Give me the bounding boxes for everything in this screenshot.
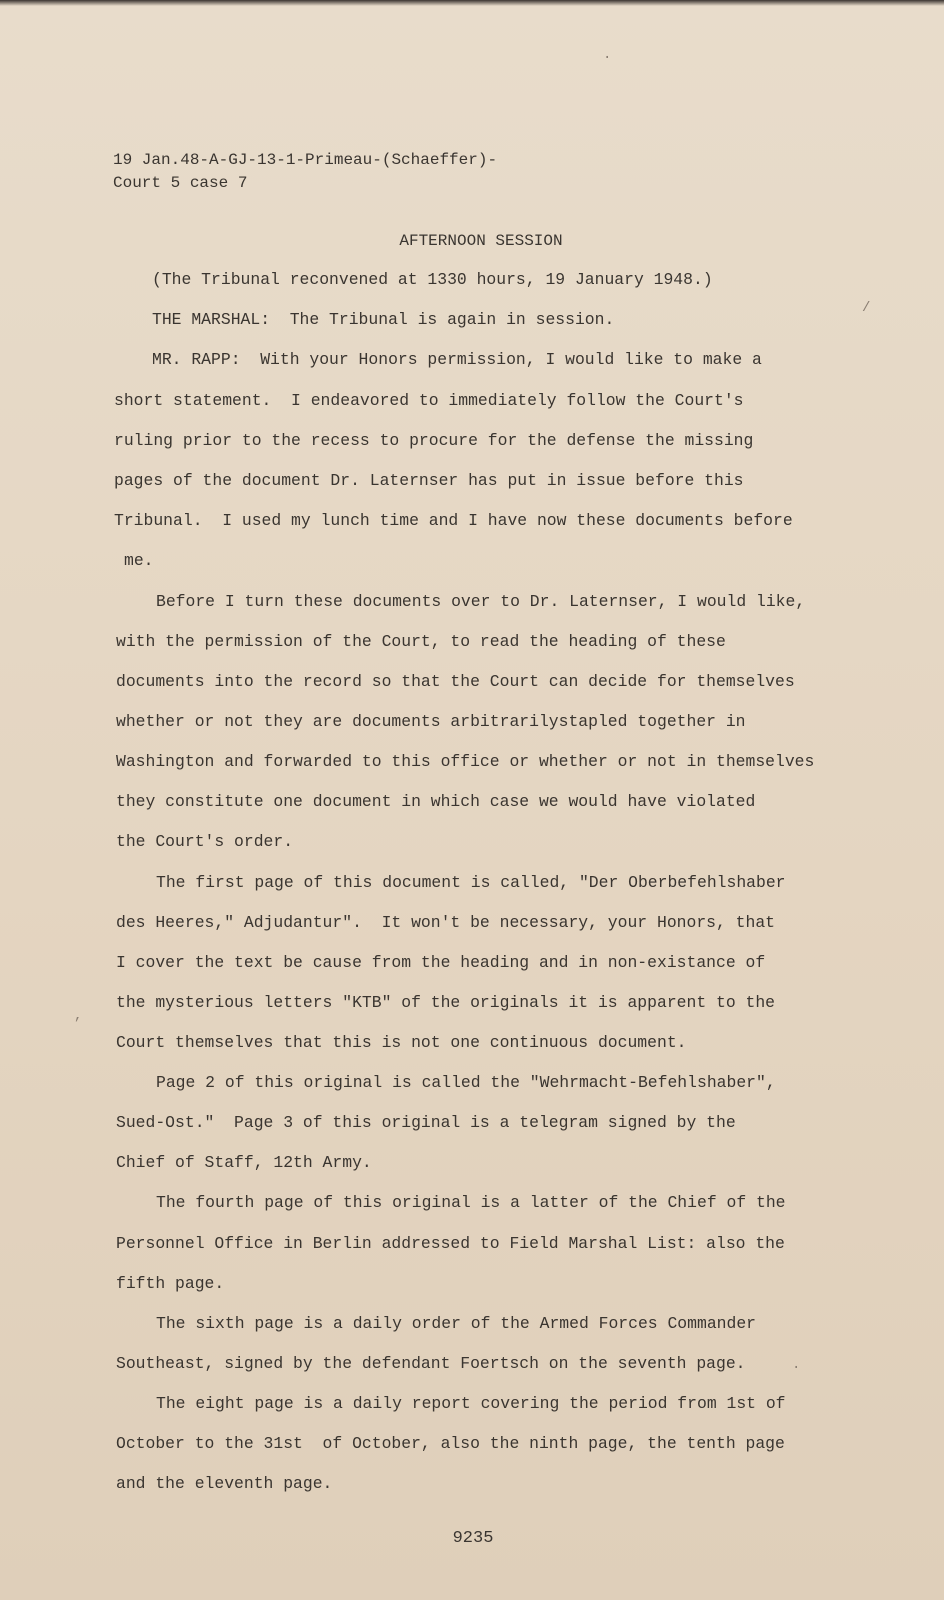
transcript-line: October to the 31st of October, also the ninth page, the tenth page xyxy=(116,1434,785,1453)
transcript-line: The eight page is a daily report covering the period from 1st of xyxy=(156,1394,786,1413)
transcript-line: Sued-Ost." Page 3 of this original is a telegram signed by the xyxy=(116,1113,736,1132)
transcript-line: Personnel Office in Berlin addressed to Field Marshal List: also the xyxy=(116,1234,785,1253)
transcript-line: Before I turn these documents over to Dr. Laternser, I would like, xyxy=(156,592,806,611)
transcript-line: me. xyxy=(124,551,154,570)
transcript-line: with the permission of the Court, to read the heading of these xyxy=(116,632,726,651)
transcript-line: the mysterious letters "KTB" of the originals it is apparent to the xyxy=(116,993,776,1012)
transcript-line: Chief of Staff, 12th Army. xyxy=(116,1153,372,1172)
transcript-line: The first page of this document is called, "Der Oberbefehlshaber xyxy=(156,873,786,892)
transcript-line: they constitute one document in which case we would have violated xyxy=(116,792,756,811)
transcript-line: The fourth page of this original is a latter of the Chief of the xyxy=(156,1193,786,1212)
transcript-line: pages of the document Dr. Laternser has put in issue before this xyxy=(114,471,744,490)
transcript-line: the Court's order. xyxy=(116,832,294,851)
document-reference-line: 19 Jan.48-A-GJ-13-1-Primeau-(Schaeffer)- xyxy=(113,151,498,169)
transcript-line: documents into the record so that the Court can decide for themselves xyxy=(116,672,795,691)
transcript-line: Southeast, signed by the defendant Foertsch on the seventh page. xyxy=(116,1354,746,1373)
transcript-line: Court themselves that this is not one continuous document. xyxy=(116,1033,687,1052)
paper-speck: , xyxy=(74,1008,83,1024)
transcript-line: des Heeres," Adjudantur". It won't be necessary, your Honors, that xyxy=(116,913,776,932)
page-number: 9235 xyxy=(452,1529,494,1548)
paper-speck: / xyxy=(862,300,871,316)
transcript-line: fifth page. xyxy=(116,1274,225,1293)
transcript-line: Washington and forwarded to this office or whether or not in themselves xyxy=(116,752,815,771)
session-title: AFTERNOON SESSION xyxy=(399,232,563,250)
transcript-line: short statement. I endeavored to immediately follow the Court's xyxy=(114,391,744,410)
transcript-line: (The Tribunal reconvened at 1330 hours, 19 January 1948.) xyxy=(152,270,713,289)
transcript-line: whether or not they are documents arbitrarilystapled together in xyxy=(116,712,746,731)
transcript-line: Page 2 of this original is called the "Wehrmacht-Befehlshaber", xyxy=(156,1073,776,1092)
transcript-line: MR. RAPP: With your Honors permission, I would like to make a xyxy=(152,350,762,369)
paper-speck: · xyxy=(603,50,612,66)
transcript-line: I cover the text be cause from the heading and in non-existance of xyxy=(116,953,766,972)
transcript-line: and the eleventh page. xyxy=(116,1474,333,1493)
transcript-line: THE MARSHAL: The Tribunal is again in session. xyxy=(152,310,615,329)
paper-speck: · xyxy=(792,1360,801,1376)
court-case-line: Court 5 case 7 xyxy=(113,174,248,192)
transcript-line: Tribunal. I used my lunch time and I have now these documents before xyxy=(114,511,793,530)
transcript-line: The sixth page is a daily order of the Armed Forces Commander xyxy=(156,1314,756,1333)
top-edge-shadow xyxy=(0,0,944,6)
transcript-line: ruling prior to the recess to procure for the defense the missing xyxy=(114,431,754,450)
